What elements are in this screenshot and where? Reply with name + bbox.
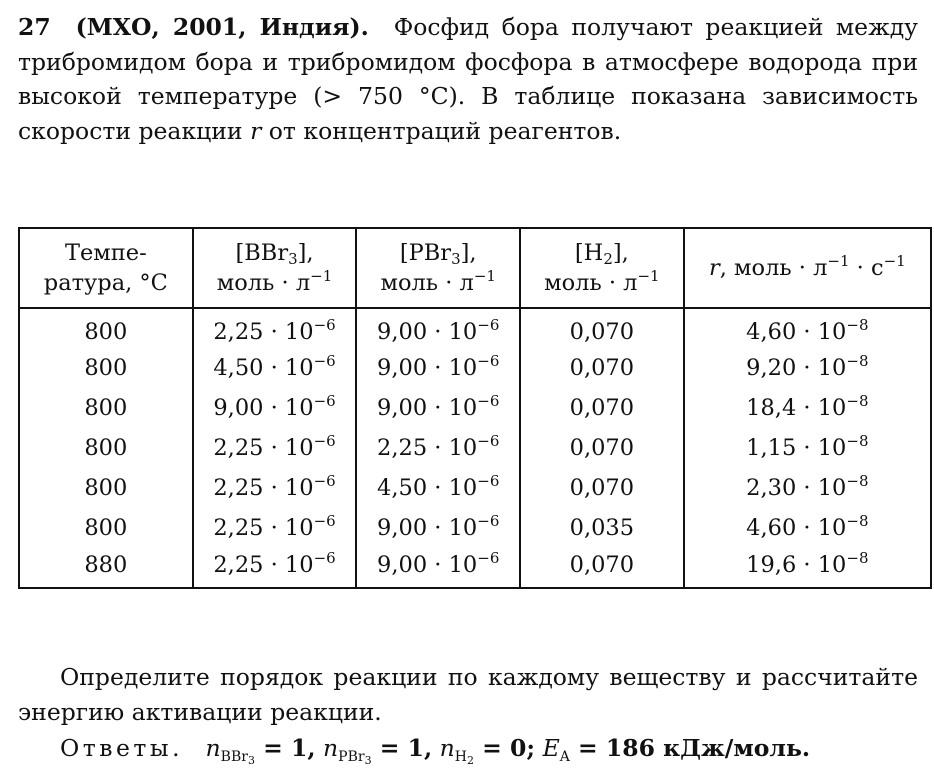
- header-bbr3: [193, 228, 357, 308]
- data-table: [18, 227, 932, 589]
- cell-temperature: 880: [19, 548, 193, 588]
- table-row: [19, 428, 931, 468]
- cell-bbr3: [193, 468, 357, 508]
- header-rate-unit-a: , моль · л: [719, 255, 828, 281]
- cell-rate-mantissa: 2,30: [746, 475, 797, 501]
- cell-rate-mantissa: 9,20: [746, 355, 797, 381]
- question-text: [18, 660, 918, 729]
- cell-temperature: 800: [19, 388, 193, 428]
- cell-pbr3: [356, 348, 520, 388]
- times-ten: · 10: [796, 475, 847, 501]
- table-row: [19, 548, 931, 588]
- cell-h2: 0,070: [520, 428, 684, 468]
- table-row: [19, 388, 931, 428]
- cell-rate-mantissa: 1,15: [746, 435, 797, 461]
- cell-rate: [684, 508, 931, 548]
- times-ten: · 10: [427, 475, 478, 501]
- cell-pbr3: [356, 308, 520, 348]
- cell-rate-exp: −8: [846, 392, 869, 410]
- times-ten: · 10: [427, 355, 478, 381]
- cell-pbr3-exp: −6: [477, 432, 500, 450]
- cell-h2: 0,035: [520, 508, 684, 548]
- header-h2-close: ],: [612, 240, 629, 266]
- cell-rate: [684, 348, 931, 388]
- header-bbr3-sub: 3: [288, 250, 298, 268]
- cell-bbr3-exp: −6: [313, 392, 336, 410]
- cell-pbr3: [356, 468, 520, 508]
- cell-h2: 0,070: [520, 308, 684, 348]
- cell-bbr3-exp: −6: [313, 432, 336, 450]
- cell-bbr3: [193, 308, 357, 348]
- answer-val-h2: = 0;: [474, 734, 536, 762]
- cell-temperature: 800: [19, 508, 193, 548]
- times-ten: · 10: [263, 318, 314, 345]
- cell-rate: [684, 428, 931, 468]
- header-pbr3-unit: моль · л: [380, 270, 474, 296]
- cell-rate-exp: −8: [846, 352, 869, 370]
- cell-bbr3-exp: −6: [313, 352, 336, 370]
- table-row: [19, 308, 931, 348]
- header-h2-name: [H: [574, 240, 604, 266]
- answer-val-bbr3: = 1,: [254, 734, 316, 762]
- cell-pbr3-mantissa: 9,00: [377, 395, 428, 421]
- cell-rate-exp: −8: [846, 315, 869, 334]
- header-temp-line2: ратура, °C: [43, 270, 168, 296]
- table-row: [19, 348, 931, 388]
- times-ten: · 10: [796, 551, 847, 578]
- times-ten: · 10: [263, 475, 314, 501]
- header-temperature: [19, 228, 193, 308]
- problem-source: (МХО, 2001, Индия).: [75, 13, 369, 41]
- cell-pbr3: [356, 388, 520, 428]
- answer-sub-h2: [455, 749, 474, 765]
- header-bbr3-unit-exp: −1: [310, 267, 333, 285]
- cell-rate-exp: −8: [846, 548, 869, 567]
- question-body: Определите порядок реакции по каждому веществу и рассчитайте энергию активации реакции.: [18, 663, 918, 726]
- cell-pbr3-mantissa: 9,00: [377, 355, 428, 381]
- times-ten: · 10: [263, 395, 314, 421]
- cell-pbr3: [356, 548, 520, 588]
- answer-sub-pbr3: [338, 749, 371, 765]
- cell-bbr3-mantissa: 2,25: [213, 475, 264, 501]
- header-pbr3: [356, 228, 520, 308]
- times-ten: · 10: [263, 355, 314, 381]
- cell-rate-mantissa: 4,60: [746, 318, 797, 345]
- answer-n-h2: n: [439, 734, 455, 762]
- times-ten: · 10: [263, 551, 314, 578]
- cell-bbr3: [193, 428, 357, 468]
- cell-bbr3-exp: −6: [313, 548, 336, 567]
- times-ten: · 10: [796, 355, 847, 381]
- answer-sub-pbr-index: 3: [364, 754, 372, 767]
- header-pbr3-unit-exp: −1: [473, 267, 496, 285]
- header-rate-unit-a-exp: −1: [827, 252, 850, 270]
- cell-h2: 0,070: [520, 468, 684, 508]
- cell-pbr3-exp: −6: [477, 512, 500, 530]
- answer-sub-pbr-text: PBr: [338, 749, 365, 765]
- table-row: [19, 508, 931, 548]
- answer-label: Ответы.: [60, 734, 184, 762]
- answer-val-pbr3: = 1,: [371, 734, 433, 762]
- header-rate-symbol: r: [708, 255, 720, 281]
- cell-pbr3-exp: −6: [477, 315, 500, 334]
- cell-bbr3-mantissa: 2,25: [213, 551, 264, 578]
- problem-text-after: от концентраций реагентов.: [268, 116, 622, 145]
- problem-statement: [18, 10, 918, 148]
- cell-bbr3: [193, 548, 357, 588]
- cell-rate-mantissa: 18,4: [746, 395, 797, 421]
- times-ten: · 10: [427, 551, 478, 578]
- cell-bbr3-mantissa: 9,00: [213, 395, 264, 421]
- answer-e-symbol: E: [542, 734, 560, 762]
- cell-bbr3-exp: −6: [313, 512, 336, 530]
- times-ten: · 10: [796, 435, 847, 461]
- cell-bbr3-exp: −6: [313, 315, 336, 334]
- cell-pbr3-exp: −6: [477, 472, 500, 490]
- answer-e-value: = 186 кДж/моль.: [569, 734, 811, 762]
- times-ten: · 10: [427, 395, 478, 421]
- answer-n-pbr3: n: [323, 734, 339, 762]
- header-h2-unit-exp: −1: [637, 267, 660, 285]
- header-temp-line1: Темпе-: [64, 240, 147, 266]
- problem-number: 27: [18, 13, 51, 41]
- answer-sub-h-text: H: [454, 749, 467, 765]
- times-ten: · 10: [427, 435, 478, 461]
- header-bbr3-close: ],: [297, 240, 314, 266]
- problem-text-middle: ). В таблице показана зависимость скорости реакции: [18, 82, 919, 145]
- rate-symbol: r: [250, 116, 262, 145]
- cell-temperature: 800: [19, 308, 193, 348]
- cell-rate: [684, 388, 931, 428]
- header-pbr3-close: ],: [460, 240, 477, 266]
- cell-bbr3-mantissa: 4,50: [213, 355, 264, 381]
- cell-rate-exp: −8: [846, 472, 869, 490]
- times-ten: · 10: [796, 395, 847, 421]
- answer-sub-bbr-index: 3: [247, 754, 255, 767]
- cell-h2: 0,070: [520, 548, 684, 588]
- cell-bbr3: [193, 388, 357, 428]
- cell-pbr3-mantissa: 2,25: [377, 435, 428, 461]
- answer-sub-bbr-text: BBr: [220, 749, 248, 765]
- header-h2: [520, 228, 684, 308]
- cell-rate-mantissa: 4,60: [746, 515, 797, 541]
- cell-temperature: 800: [19, 468, 193, 508]
- table-header-row: [19, 228, 931, 308]
- cell-pbr3: [356, 508, 520, 548]
- cell-rate-mantissa: 19,6: [746, 551, 797, 578]
- answer-n-bbr3: n: [205, 734, 221, 762]
- cell-pbr3-exp: −6: [477, 548, 500, 567]
- cell-pbr3-mantissa: 9,00: [377, 515, 428, 541]
- table-row: [19, 468, 931, 508]
- cell-temperature: 800: [19, 348, 193, 388]
- times-ten: · 10: [427, 515, 478, 541]
- times-ten: · 10: [263, 435, 314, 461]
- times-ten: · 10: [796, 318, 847, 345]
- header-rate: [684, 228, 931, 308]
- cell-pbr3-mantissa: 4,50: [377, 475, 428, 501]
- cell-bbr3-mantissa: 2,25: [213, 515, 264, 541]
- answer-e-sub: A: [559, 749, 570, 765]
- cell-rate: [684, 308, 931, 348]
- cell-bbr3-mantissa: 2,25: [213, 318, 264, 345]
- cell-temperature: 800: [19, 428, 193, 468]
- cell-h2: 0,070: [520, 388, 684, 428]
- cell-pbr3-exp: −6: [477, 352, 500, 370]
- answer-sub-bbr3: [221, 749, 255, 765]
- problem-text-before: Фосфид бора получают реакцией между трибромидом бора и трибромидом фосфора в атмосфере водорода при высокой температуре (: [18, 13, 918, 110]
- header-bbr3-name: [BBr: [235, 240, 289, 266]
- cell-bbr3: [193, 508, 357, 548]
- header-pbr3-sub: 3: [451, 250, 461, 268]
- cell-pbr3-exp: −6: [477, 392, 500, 410]
- cell-bbr3: [193, 348, 357, 388]
- cell-rate: [684, 548, 931, 588]
- cell-rate-exp: −8: [846, 432, 869, 450]
- header-rate-unit-b-exp: −1: [883, 252, 906, 270]
- times-ten: · 10: [427, 318, 478, 345]
- cell-pbr3-mantissa: 9,00: [377, 551, 428, 578]
- cell-h2: 0,070: [520, 348, 684, 388]
- header-pbr3-name: [PBr: [399, 240, 452, 266]
- header-h2-sub: 2: [603, 250, 613, 268]
- times-ten: · 10: [263, 515, 314, 541]
- cell-rate: [684, 468, 931, 508]
- times-ten: · 10: [796, 515, 847, 541]
- header-h2-unit: моль · л: [544, 270, 638, 296]
- temp-condition: > 750 °C: [322, 82, 449, 110]
- cell-rate-exp: −8: [846, 512, 869, 530]
- cell-pbr3: [356, 428, 520, 468]
- cell-pbr3-mantissa: 9,00: [377, 318, 428, 345]
- header-rate-unit-b: · с: [849, 255, 884, 281]
- cell-bbr3-mantissa: 2,25: [213, 435, 264, 461]
- answer-line: [60, 731, 810, 766]
- cell-bbr3-exp: −6: [313, 472, 336, 490]
- answer-sub-h-index: 2: [467, 754, 474, 767]
- header-bbr3-unit: моль · л: [216, 270, 311, 296]
